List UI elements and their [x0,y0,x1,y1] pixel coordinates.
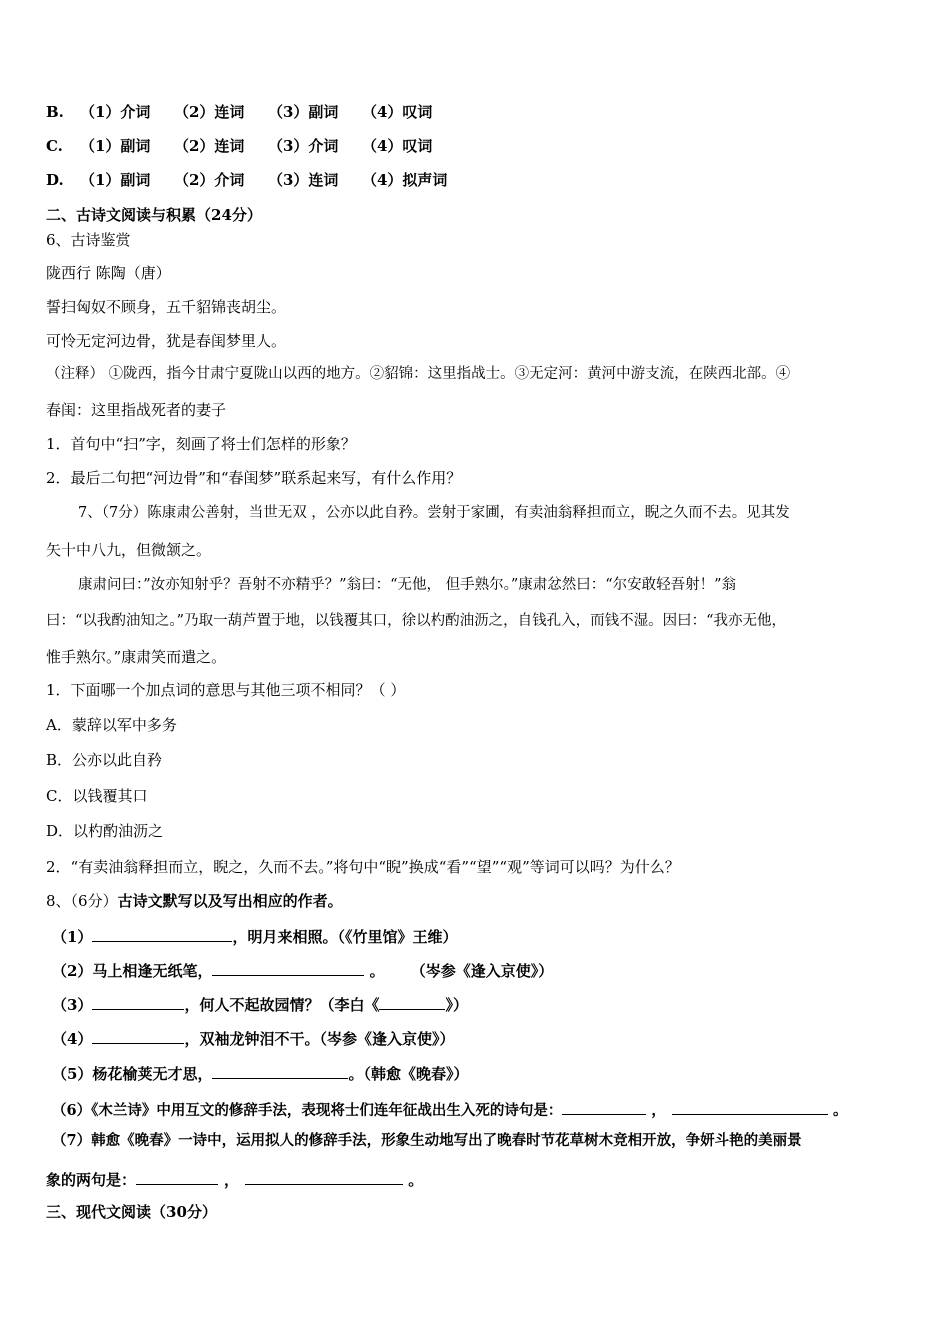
poem-note: （注释） ①陇西，指今甘肃宁夏陇山以西的地方。②貂锦：这里指战士。③无定河：黄河中游支流，在陕西北部。④ [46,366,791,382]
passage-line: 惟手熟尔。”康肃笑而遣之。 [46,648,227,666]
answer-blank[interactable] [245,1168,403,1185]
question-7-sub-2: 2．“有卖油翁释担而立，睨之，久而不去。”将句中“睨”换成“看”“望”“观”等词可以吗？为什么？ [46,858,680,876]
item-text: 象的两句是： [46,1171,137,1189]
choice-item: （1）副词 [80,171,151,189]
option-c: C．以钱覆其口 [46,787,148,805]
item-text: （5）杨花榆荚无才思， [52,1065,213,1083]
question-8-prefix: 8、（6分） [46,892,118,910]
poem-title: 陇西行 陈陶（唐） [46,264,171,282]
item-text: 。 （岑参《逢入京使》） [364,962,554,980]
choice-item: （2）介词 [174,171,245,189]
choice-item: （3）副词 [268,103,339,121]
answer-blank[interactable] [136,1168,218,1185]
item-text: ，何人不起故园情？（李白《 [184,996,380,1014]
item-text: （2）马上相逢无纸笔， [52,962,213,980]
choice-b [46,102,912,122]
item-text: ， [224,1171,240,1189]
option-d: D．以杓酌油沥之 [46,822,164,840]
option-b: B．公亦以此自矜 [46,751,163,769]
item-text: 。 [827,1102,848,1119]
passage-line: 矢十中八九，但微颔之。 [46,541,212,559]
item-text: （6）《木兰诗》中用互文的修辞手法，表现将士们连年征战出生入死的诗句是： [52,1102,563,1119]
choice-item: （3）介词 [268,137,339,155]
item-text: 。（韩愈《晚春》） [348,1065,469,1083]
answer-blank[interactable] [212,959,364,976]
question-6-title: 6、古诗鉴赏 [46,231,131,249]
question-8-instruction: 古诗文默写以及写出相应的作者。 [117,892,343,910]
dictation-2 [52,959,912,981]
choice-item: （3）连词 [268,171,339,189]
choice-c [46,136,912,156]
item-text: 》） [445,996,468,1014]
item-number: （3） [52,996,93,1014]
poem-line: 誓扫匈奴不顾身，五千貂锦丧胡尘。 [46,298,287,316]
answer-blank[interactable] [92,1027,184,1044]
dictation-5 [52,1062,912,1084]
question-7-sub-1: 1．下面哪一个加点词的意思与其他三项不相同？（ ） [46,681,406,699]
answer-blank[interactable] [379,993,445,1010]
item-text: ， [646,1102,666,1119]
dictation-7: （7）韩愈《晚春》一诗中，运用拟人的修辞手法，形象生动地写出了晚春时节花草树木竞相开放，争妍斗艳的美丽景 [52,1132,802,1149]
item-number: （4） [52,1030,93,1048]
poem-line: 可怜无定河边骨，犹是春闺梦里人。 [46,332,287,350]
answer-blank[interactable] [92,925,232,942]
item-text: ，双袖龙钟泪不干。（岑参《逢入京使》） [184,1030,455,1048]
question-8-title [46,891,912,911]
choice-item: （1）介词 [80,103,151,121]
answer-blank[interactable] [562,1098,646,1115]
choice-item: （2）连词 [174,137,245,155]
option-a: A．蒙辞以军中多务 [46,716,177,734]
item-text: ，明月来相照。（《竹里馆》王维） [232,928,458,946]
choice-label: C. [46,137,63,155]
item-text: 。 [403,1171,424,1189]
choice-d [46,170,912,190]
dictation-6 [52,1098,912,1121]
choice-label: B. [46,103,64,121]
answer-blank[interactable] [672,1098,828,1115]
section-heading: 二、古诗文阅读与积累（24分） [46,206,262,224]
passage-line: 康肃问曰：”汝亦知射乎？吾射不亦精乎？”翁曰：“无他， 但手熟尔。”康肃忿然曰：“尔安敢轻吾射！”翁 [78,577,737,593]
choice-label: D. [46,171,64,189]
item-number: （1） [52,928,93,946]
poem-note: 春闺：这里指战死者的妻子 [46,401,227,419]
choice-item: （1）副词 [80,137,151,155]
choice-item: （4）拟声词 [362,171,448,189]
section-heading: 三、现代文阅读（30分） [46,1203,217,1221]
question-6-sub-2: 2．最后二句把“河边骨”和“春闺梦”联系起来写，有什么作用？ [46,469,462,487]
choice-item: （4）叹词 [362,137,433,155]
choice-item: （2）连词 [174,103,245,121]
answer-blank[interactable] [92,993,184,1010]
passage-line: 曰：“以我酌油知之。”乃取一葫芦置于地，以钱覆其口，徐以杓酌油沥之，自钱孔入，而钱不湿。因曰：“我亦无他， [46,613,786,629]
passage-line: 7、（7分）陈康肃公善射，当世无双 ，公亦以此自矜。尝射于家圃，有卖油翁释担而立，睨之久而不去。见其发 [78,505,790,521]
dictation-7-cont [46,1168,912,1190]
dictation-3 [52,993,912,1015]
dictation-4 [52,1027,912,1049]
answer-blank[interactable] [212,1062,348,1079]
choice-item: （4）叹词 [362,103,433,121]
question-6-sub-1: 1．首句中“扫”字，刻画了将士们怎样的形象？ [46,435,356,453]
dictation-1 [52,925,912,947]
